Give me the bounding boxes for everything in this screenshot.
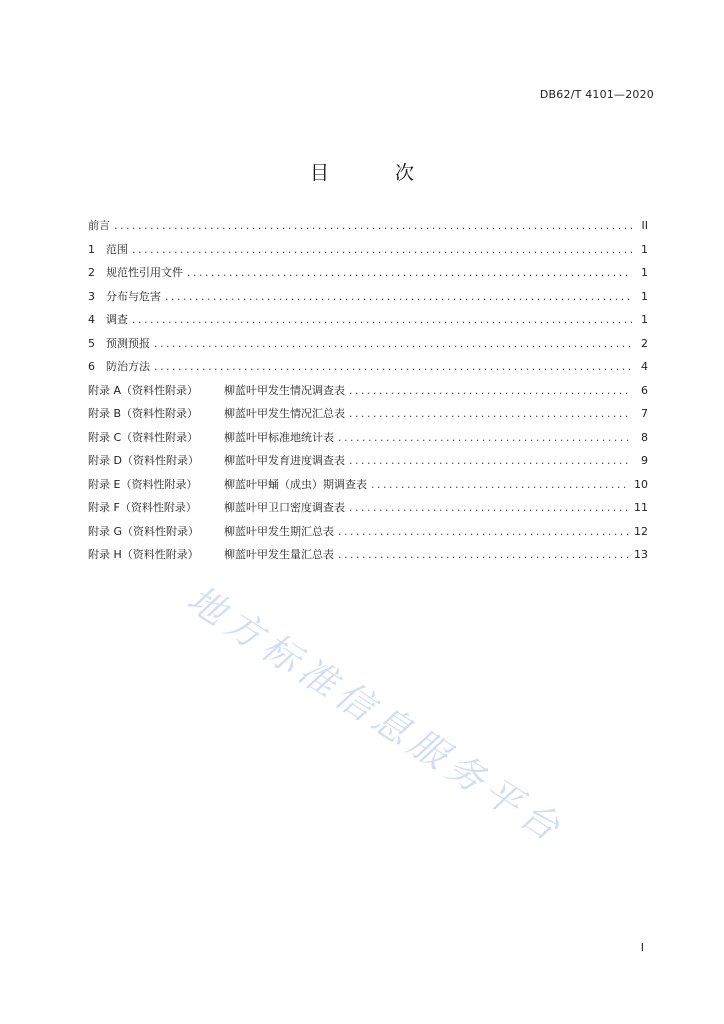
toc-entry-page: 10 bbox=[634, 477, 648, 491]
toc-entry-label: 前言 bbox=[88, 219, 110, 232]
toc-dot-leader bbox=[154, 360, 632, 373]
toc-dot-leader bbox=[349, 454, 632, 467]
toc-entry[interactable] bbox=[88, 452, 648, 476]
toc-entry-label: 分布与危害 bbox=[106, 289, 161, 303]
toc-entry[interactable] bbox=[88, 358, 648, 382]
toc-entry-page: 11 bbox=[634, 501, 648, 514]
toc-entry-page: 12 bbox=[634, 524, 648, 538]
toc-entry-label: 柳蓝叶甲发育进度调查表 bbox=[224, 454, 345, 467]
toc-entry-label: 规范性引用文件 bbox=[106, 266, 183, 279]
toc-entry-label: 柳蓝叶甲发生情况汇总表 bbox=[224, 407, 345, 420]
toc-entry[interactable] bbox=[88, 335, 648, 359]
toc-dot-leader bbox=[349, 501, 630, 514]
toc-entry-label: 调查 bbox=[106, 313, 128, 326]
toc-dot-leader bbox=[187, 266, 632, 279]
toc-entry-page: 2 bbox=[641, 336, 648, 350]
toc-dot-leader bbox=[154, 337, 632, 350]
toc-entry-appendix-prefix: 附录 D（资料性附录） bbox=[88, 454, 199, 467]
toc-entry-page: 1 bbox=[641, 266, 648, 279]
page-number: I bbox=[640, 941, 644, 954]
toc-entry-page: 13 bbox=[634, 548, 648, 561]
toc-entry-label: 预测预报 bbox=[106, 336, 150, 350]
toc-entry-page: 6 bbox=[641, 383, 648, 397]
toc-entry-number: 5 bbox=[88, 336, 95, 350]
toc-entry[interactable] bbox=[88, 241, 648, 265]
toc-entry-number: 3 bbox=[88, 289, 95, 303]
toc-entry-page: 9 bbox=[641, 454, 648, 467]
toc-dot-leader bbox=[371, 478, 630, 491]
toc-dot-leader bbox=[349, 384, 632, 397]
toc-entry-appendix-prefix: 附录 C（资料性附录） bbox=[88, 430, 199, 444]
toc-entry-appendix-prefix: 附录 A（资料性附录） bbox=[88, 383, 199, 397]
watermark-text: 地方标准信息服务平台 bbox=[179, 577, 573, 853]
toc-entry-label: 柳蓝叶甲发生量汇总表 bbox=[224, 548, 334, 561]
toc-entry[interactable] bbox=[88, 217, 648, 241]
toc-entry[interactable] bbox=[88, 288, 648, 312]
toc-entry-number: 1 bbox=[88, 242, 95, 256]
toc-entry-page: 1 bbox=[641, 242, 648, 256]
toc-dot-leader bbox=[132, 243, 632, 256]
toc-dot-leader bbox=[338, 548, 630, 561]
toc-entry-label: 范围 bbox=[106, 242, 128, 256]
toc-dot-leader bbox=[132, 313, 632, 326]
toc-entry-page: 4 bbox=[641, 360, 648, 373]
toc-title: 目 次 bbox=[309, 162, 445, 184]
toc-entry[interactable] bbox=[88, 311, 648, 335]
toc-entry-appendix-prefix: 附录 E（资料性附录） bbox=[88, 477, 198, 491]
toc-entry-page: II bbox=[641, 219, 648, 232]
toc-entry[interactable] bbox=[88, 499, 648, 523]
toc-dot-leader bbox=[114, 219, 632, 232]
toc-entry[interactable] bbox=[88, 546, 648, 570]
toc-dot-leader bbox=[349, 407, 632, 420]
toc-entry-appendix-prefix: 附录 B（资料性附录） bbox=[88, 407, 199, 420]
toc-entry-label: 柳蓝叶甲蛹（成虫）期调查表 bbox=[224, 477, 367, 491]
toc-entry-appendix-prefix: 附录 G（资料性附录） bbox=[88, 524, 200, 538]
toc-entry-number: 2 bbox=[88, 266, 95, 279]
toc-entry-number: 4 bbox=[88, 313, 95, 326]
toc-dot-leader bbox=[165, 290, 632, 303]
toc-dot-leader bbox=[338, 431, 632, 444]
toc-entry-page: 7 bbox=[641, 407, 648, 420]
document-code: DB62/T 4101—2020 bbox=[539, 88, 654, 101]
toc-entry[interactable] bbox=[88, 429, 648, 453]
toc-dot-leader bbox=[338, 525, 630, 538]
toc-entry-page: 1 bbox=[641, 289, 648, 303]
toc-entry-appendix-prefix: 附录 F（资料性附录） bbox=[88, 501, 197, 514]
toc-entry[interactable] bbox=[88, 382, 648, 406]
toc-entry-label: 柳蓝叶甲发生情况调查表 bbox=[224, 383, 345, 397]
toc-entry-appendix-prefix: 附录 H（资料性附录） bbox=[88, 548, 199, 561]
table-of-contents bbox=[88, 217, 648, 570]
toc-entry[interactable] bbox=[88, 405, 648, 429]
toc-entry-label: 柳蓝叶甲卫口密度调查表 bbox=[224, 501, 345, 514]
toc-entry[interactable] bbox=[88, 476, 648, 500]
toc-entry-page: 8 bbox=[641, 430, 648, 444]
toc-entry-number: 6 bbox=[88, 360, 95, 373]
toc-entry-label: 柳蓝叶甲发生期汇总表 bbox=[224, 524, 334, 538]
toc-entry[interactable] bbox=[88, 264, 648, 288]
toc-entry-page: 1 bbox=[641, 313, 648, 326]
toc-entry-label: 防治方法 bbox=[106, 360, 150, 373]
toc-entry-label: 柳蓝叶甲标准地统计表 bbox=[224, 430, 334, 444]
toc-entry[interactable] bbox=[88, 523, 648, 547]
